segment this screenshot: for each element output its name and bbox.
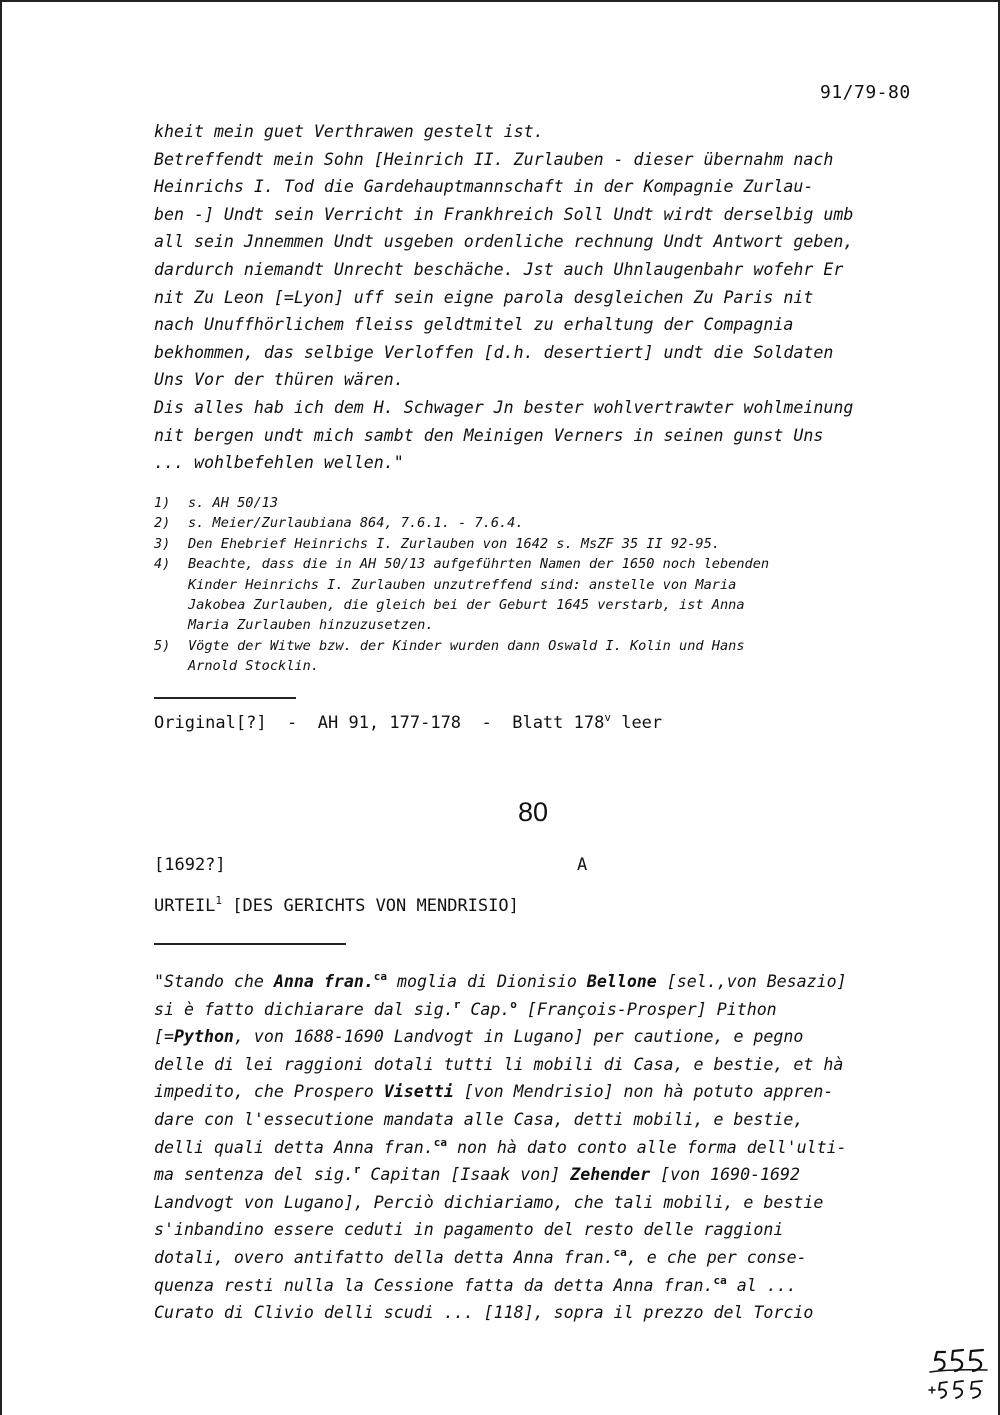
footnote-item (154, 493, 934, 513)
superscript: o (510, 997, 517, 1011)
text-run: delli quali detta Anna fran. (154, 1137, 434, 1157)
text-run: Curato di Clivio delli scudi ... [118], sopra il prezzo del Torcio (154, 1303, 814, 1323)
body-line: Dis alles hab ich dem H. Schwager Jn bester wohlvertrawter wohlmeinung (154, 397, 854, 417)
italian-line (154, 1078, 934, 1106)
entry-letter: A (577, 855, 588, 875)
text-run: moglia di Dionisio (387, 972, 587, 991)
footnote-item (154, 636, 934, 677)
name-bold: Zehender (570, 1165, 651, 1185)
text-run: "Stando che (154, 972, 274, 991)
title-underline (154, 943, 346, 945)
italian-text (154, 968, 934, 1327)
footnote-line: Arnold Stocklin. (188, 658, 319, 675)
letter-body (154, 118, 934, 477)
entry-date: [1692?] (154, 855, 226, 875)
text-run: Landvogt von Lugano], Perciò dichiariamo, che tali mobili, e bestie (154, 1192, 824, 1212)
italian-line (154, 1023, 934, 1051)
footnote-number: 2) (154, 515, 171, 532)
page-border-left (0, 0, 2, 1415)
entry-title-footnote-ref: 1 (215, 894, 223, 907)
footnote-item (154, 554, 934, 636)
italian-line (154, 996, 934, 1024)
text-run: [François-Prosper] Pithon (516, 999, 777, 1019)
document-entry-number: 80 (518, 797, 549, 827)
superscript: r (353, 1163, 361, 1177)
italian-line (154, 1216, 934, 1244)
footnote-item (154, 513, 934, 533)
footnote-line: Vögte der Witwe bzw. der Kinder wurden dann Oswald I. Kolin und Hans (188, 637, 745, 654)
text-run: [= (154, 1027, 174, 1047)
entry-title-main: URTEIL (154, 896, 216, 916)
footnotes (154, 493, 934, 677)
body-line: nit bergen undt mich sambt den Meinigen Verners in seinen gunst Uns (154, 425, 824, 445)
superscript: r (453, 997, 461, 1011)
name-bold: Anna fran. (273, 972, 374, 991)
footnote-number: 5) (154, 637, 171, 654)
body-line: kheit mein guet Verthrawen gestelt ist. (154, 122, 544, 141)
text-run: impedito, che Prospero (154, 1082, 384, 1102)
name-bold: Bellone (586, 972, 657, 991)
footnote-line: Den Ehebrief Heinrichs I. Zurlauben von 1642 s. MsZF 35 II 92-95. (188, 535, 720, 552)
text-run: [von Mendrisio] non hà potuto appren- (453, 1082, 834, 1102)
text-run: [sel.,von Besazio] (656, 972, 847, 991)
italian-line (154, 1189, 934, 1217)
entry-title (154, 896, 519, 916)
footnote-line: Kinder Heinrichs I. Zurlauben unzutreffend sind: anstelle von Maria (188, 576, 737, 593)
text-run: s'inbandino essere ceduti in pagamento del resto delle raggioni (154, 1220, 784, 1240)
source-text: Original[?] - AH 91, 177-178 - Blatt 178 (154, 713, 605, 733)
footnote-item (154, 534, 934, 554)
source-line (154, 713, 662, 733)
body-line: bekhommen, das selbige Verloffen [d.h. desertiert] undt die Soldaten (154, 342, 834, 362)
body-line: nach Unuffhörlichem fleiss geldtmitel zu erhaltung der Compagnia (154, 315, 794, 335)
separator-rule (154, 697, 296, 699)
body-line: Betreffendt mein Sohn [Heinrich II. Zurlauben - dieser übernahm nach (154, 149, 834, 169)
body-line: dardurch niemandt Unrecht beschäche. Jst auch Uhnlaugenbahr wofehr Er (154, 259, 844, 279)
text-run: , e che per conse- (626, 1247, 807, 1267)
text-run: si è fatto dichiarare dal sig. (154, 999, 454, 1019)
text-run: quenza resti nulla la Cessione fatta da detta Anna fran. (154, 1275, 714, 1295)
text-run: , von 1688-1690 Landvogt in Lugano] per cautione, e pegno (233, 1027, 804, 1047)
name-bold: Visetti (383, 1082, 454, 1102)
superscript: ca (433, 1135, 447, 1149)
page-border-top (0, 0, 1000, 2)
body-line: ... wohlbefehlen wellen." (154, 453, 404, 473)
body-line: Heinrichs I. Tod die Gardehauptmannschaft in der Kompagnie Zurlau- (154, 177, 814, 197)
italian-line (154, 1272, 934, 1300)
footnote-number: 3) (154, 535, 171, 552)
superscript: ca (713, 1273, 727, 1287)
entry-title-rest: [DES GERICHTS VON MENDRISIO] (222, 896, 519, 916)
italian-line (154, 968, 934, 996)
italian-line (154, 1299, 934, 1327)
footnote-number: 1) (154, 495, 171, 511)
superscript: ca (613, 1245, 627, 1259)
footnote-number: 4) (154, 556, 171, 573)
italian-line (154, 1244, 934, 1272)
document-number: 91/79-80 (820, 82, 911, 103)
italian-line (154, 1051, 934, 1079)
text-run: delle di lei raggioni dotali tutti li mobili di Casa, e bestie, et hà (154, 1054, 844, 1074)
text-run: non hà dato conto alle forma dell'ulti- (446, 1137, 847, 1157)
footnote-line: Maria Zurlauben hinzuzusetzen. (188, 617, 434, 634)
text-run: ma sentenza del sig. (154, 1165, 354, 1185)
footnote-line: Beachte, dass die in AH 50/13 aufgeführten Namen der 1650 noch lebenden (188, 556, 770, 573)
text-run: dare con l'essecutione mandata alle Casa, detti mobili, e bestie, (154, 1109, 804, 1129)
footnote-line: Jakobea Zurlauben, die gleich bei der Geburt 1645 verstarb, ist Anna (188, 597, 745, 613)
archive-stamp-handwritten (925, 1338, 995, 1408)
italian-line (154, 1134, 934, 1162)
source-sup: v (604, 711, 611, 724)
name-bold: Python (173, 1027, 234, 1047)
footnote-line: s. AH 50/13 (188, 495, 279, 511)
text-run: Cap. (460, 999, 511, 1019)
source-after: leer (610, 713, 663, 733)
body-line: Uns Vor der thüren wären. (154, 370, 404, 390)
body-line: nit Zu Leon [=Lyon] uff sein eigne parola desgleichen Zu Paris nit (154, 287, 814, 307)
superscript: ca (373, 970, 388, 983)
text-run: Capitan [Isaak von] (360, 1165, 571, 1185)
text-run: al ... (726, 1275, 797, 1295)
body-line: ben -] Undt sein Verricht in Frankhreich Soll Undt wirdt derselbig umb (154, 204, 854, 224)
italian-line (154, 1161, 934, 1189)
text-run: [von 1690-1692 (650, 1165, 801, 1185)
italian-line (154, 1106, 934, 1134)
text-run: dotali, overo antifatto della detta Anna fran. (154, 1247, 614, 1267)
body-line: all sein Jnnemmen Undt usgeben ordenliche rechnung Undt Antwort geben, (154, 232, 854, 252)
footnote-line: s. Meier/Zurlaubiana 864, 7.6.1. - 7.6.4. (188, 515, 524, 532)
